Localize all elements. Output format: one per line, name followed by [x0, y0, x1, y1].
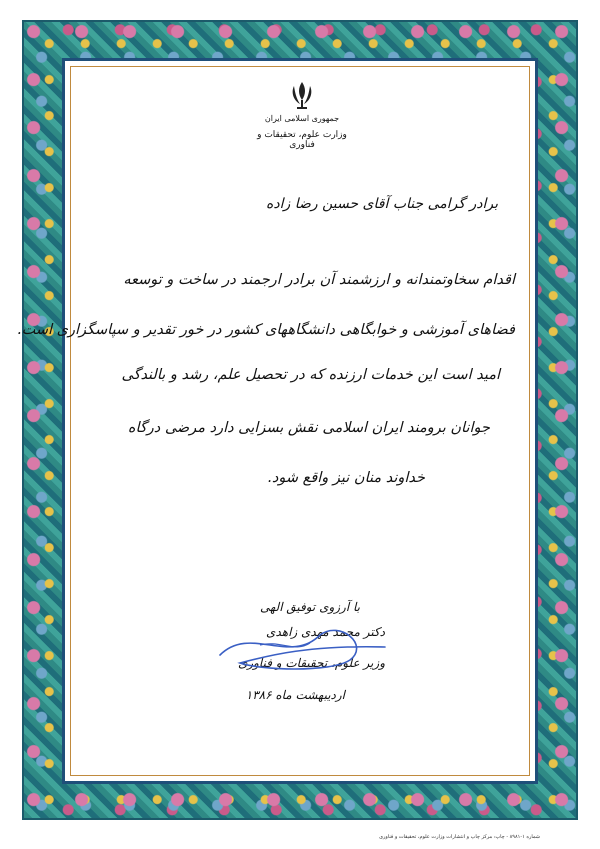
signoff-title: وزیر علوم، تحقیقات و فناوری — [237, 656, 385, 670]
header-ministry: وزارت علوم، تحقیقات و فناوری — [257, 130, 347, 150]
signoff-wish: با آرزوی توفیق الهی — [260, 600, 360, 614]
header-country: جمهوری اسلامی ایران — [264, 114, 340, 123]
body-line-3: امید است این خدمات ارزنده که در تحصیل علم، رشد و بالندگی — [121, 367, 500, 383]
signoff-name: دکتر محمد مهدی زاهدی — [266, 625, 385, 639]
body-line-1: اقدام سخاوتمندانه و ارزشمند آن برادر ارجمند در ساخت و توسعه — [123, 272, 515, 288]
salutation: برادر گرامی جناب آقای حسین رضا زاده — [266, 196, 498, 212]
handwritten-signature — [200, 615, 400, 675]
body-line-2: فضاهای آموزشی و خوابگاهی دانشگاههای کشور در خور تقدیر و سپاسگزاری است. — [17, 322, 515, 338]
signoff-date: اردیبهشت ماه ۱۳۸۶ — [245, 688, 345, 702]
body-line-5: خداوند منان نیز واقع شود. — [267, 470, 425, 486]
print-imprint: شماره ۱-۸۹۸۱ - چاپ: مرکز چاپ و انتشارات وزارت علوم، تحقیقات و فناوری — [379, 834, 540, 840]
body-line-4: جوانان برومند ایران اسلامی نقش بسزایی دارد مرضی درگاه — [127, 420, 490, 436]
iran-emblem-icon — [289, 80, 315, 110]
